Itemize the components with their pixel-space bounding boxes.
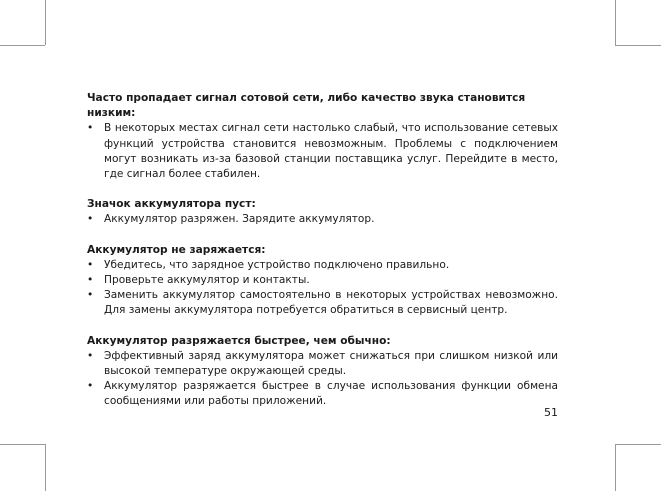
bullet: • [87, 380, 94, 393]
bullet: • [87, 213, 94, 226]
section-heading: Аккумулятор разряжается быстрее, чем обычно: [87, 334, 391, 347]
section-not-charging [87, 243, 558, 319]
bullet: • [87, 122, 94, 135]
crop-mark [615, 444, 661, 445]
list-item [87, 258, 558, 273]
crop-mark [615, 0, 616, 45]
list-item-text: Аккумулятор разряжен. Зарядите аккумулятор. [104, 213, 375, 226]
list-item-text: Аккумулятор разряжается быстрее в случае использования функции обмена сообщениями или работы приложений. [104, 380, 558, 408]
section-heading: Часто пропадает сигнал сотовой сети, либо качество звука становится низким: [87, 92, 526, 120]
crop-mark [615, 45, 661, 46]
list-item-text: В некоторых местах сигнал сети настолько слабый, что использование сетевых функций устройства становится невозможным. Проблемы с подключением могут возникать из-за базовой станции поставщика услуг. Перейдите в место, где сигнал более стабилен. [104, 122, 558, 181]
page-number: 51 [544, 406, 558, 419]
bullet: • [87, 289, 94, 302]
list-item-text: Проверьте аккумулятор и контакты. [104, 274, 310, 287]
list-item-text: Убедитесь, что зарядное устройство подключено правильно. [104, 258, 450, 271]
list-item [87, 121, 558, 182]
crop-mark [0, 45, 45, 46]
bullet: • [87, 274, 94, 287]
list-item [87, 288, 558, 318]
list-item-text: Эффективный заряд аккумулятора может снижаться при слишком низкой или высокой температуре окружающей среды. [104, 349, 558, 378]
crop-mark [45, 444, 46, 491]
list-item [87, 212, 558, 227]
section-heading: Аккумулятор не заряжается: [87, 243, 266, 256]
bullet: • [87, 349, 94, 362]
bullet: • [87, 258, 94, 271]
crop-mark [0, 444, 45, 445]
list-item [87, 379, 558, 409]
section-battery-empty [87, 197, 558, 227]
list-item [87, 349, 558, 379]
crop-mark [45, 0, 46, 45]
list-item-text: Заменить аккумулятор самостоятельно в некоторых устройствах невозможно. Для замены аккумулятора потребуется обратиться в сервисный центр. [104, 289, 558, 317]
section-weak-signal [87, 91, 558, 182]
section-fast-discharge [87, 334, 558, 410]
list-item [87, 273, 558, 288]
section-heading: Значок аккумулятора пуст: [87, 198, 256, 211]
page-content [87, 91, 558, 425]
crop-mark [615, 444, 616, 491]
